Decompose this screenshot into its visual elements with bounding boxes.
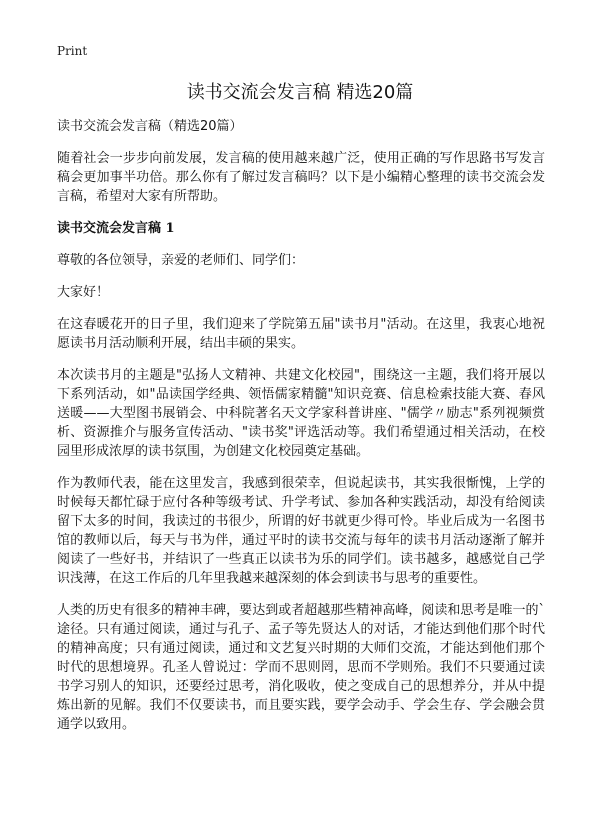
document-subtitle: 读书交流会发言稿（精选20篇） — [57, 119, 243, 134]
greeting-paragraph: 大家好！ — [57, 285, 110, 300]
body-paragraph: 在这春暖花开的日子里，我们迎来了学院第五届"读书月"活动。在这里，我衷心地祝愿读书月活动顺利开展，结出丰硕的果实。 — [57, 317, 545, 351]
print-link[interactable]: Print — [57, 44, 88, 58]
body-paragraph: 作为教师代表，能在这里发言，我感到很荣幸，但说起读书，其实我很惭愧，上学的时候每天都忙碌于应付各种等级考试、升学考试、参加各种实践活动，却没有给阅读留下太多的时间，我读过的书很少，所谓的好书就更少得可怜。毕业后成为一名图书馆的教师以后，每天与书为伴，通过平时的读书交流与每年的读书月活动逐渐了解并阅读了一些好书，并结识了一些真正以读书为乐的同学们。读书越多，越感觉自己学识浅薄，在这工作后的几年里我越来越深刻的体会到读书与思考的重要性。 — [57, 476, 545, 586]
document-body — [57, 117, 545, 747]
body-paragraph: 本次读书月的主题是"弘扬人文精神、共建文化校园"，围绕这一主题，我们将开展以下系列活动，如"品读国学经典、领悟儒家精髓"知识竞赛、信息检索技能大赛、春风送暖——大型图书展销会、中科院著名天文学家科普讲座、"儒学〃励志"系列视频赏析、资源推介与服务宣传活动、"读书奖"评选活动等。我们希望通过相关活动，在校园里形成浓厚的读书氛围，为创建文化校园奠定基础。 — [57, 368, 545, 459]
intro-paragraph: 随着社会一步步向前发展，发言稿的使用越来越广泛，使用正确的写作思路书写发言稿会更加事半功倍。那么你有了解过发言稿吗？以下是小编精心整理的读书交流会发言稿，希望对大家有所帮助。 — [57, 151, 545, 204]
section-heading: 读书交流会发言稿 1 — [57, 221, 175, 236]
body-paragraph: 人类的历史有很多的精神丰碑，要达到或者超越那些精神高峰，阅读和思考是唯一的`途径。只有通过阅读，通过与孔子、孟子等先贤达人的对话，才能达到他们那个时代的精神高度；只有通过阅读，通过和文艺复兴时期的大师们交流，才能达到他们那个时代的思想境界。孔圣人曾说过：学而不思则罔，思而不学则殆。我们不只要通过读书学习别人的知识，还要经过思考，消化吸收，使之变成自己的思想养分，并从中提炼出新的见解。我们不仅要读书，而且要实践，要学会动手、学会生存、学会融会贯通学以致用。 — [57, 603, 545, 732]
salutation-paragraph: 尊敬的各位领导，亲爱的老师们、同学们： — [57, 253, 305, 268]
page-title: 读书交流会发言稿 精选20篇 — [186, 82, 414, 103]
